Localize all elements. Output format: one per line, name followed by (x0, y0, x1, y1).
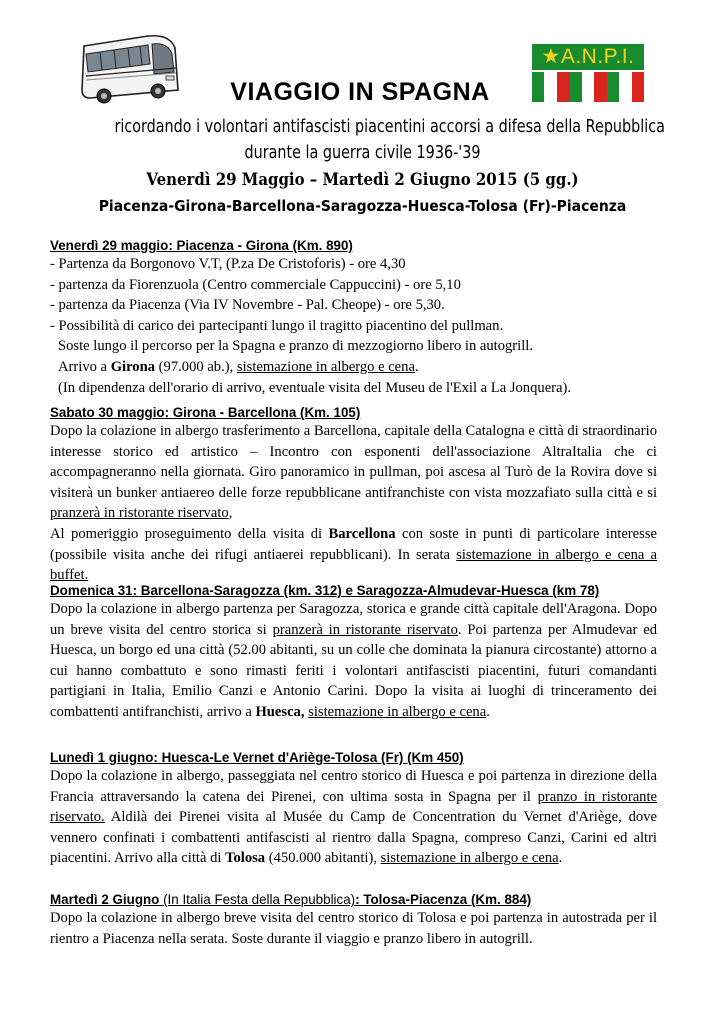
day-5-heading: Martedì 2 Giugno (In Italia Festa della Repubblica): Tolosa-Piacenza (Km. 884) (50, 892, 532, 907)
day-2-heading: Sabato 30 maggio: Girona - Barcellona (Km. 105) (50, 405, 361, 420)
subtitle: ricordando i volontari antifascisti piacentini accorsi a difesa della Repubblica durante la guerra civile 1936-'39 (114, 117, 665, 163)
day-2-section (50, 404, 657, 586)
star-icon: ★ (541, 45, 561, 68)
trip-dates: Venerdì 29 Maggio – Martedì 2 Giugno 2015 (5 gg.) (146, 170, 579, 190)
page-title: VIAGGIO IN SPAGNA (230, 78, 490, 106)
bus-illustration (78, 32, 182, 106)
day-1-section (50, 237, 657, 398)
day-1-body: - Partenza da Borgonovo V.T, (P.za De Cristoforis) - ore 4,30 - partenza da Fiorenzuola (Centro commerciale Cappuccini) - ore 5,10 - partenza da Piacenza (Via IV Novembre - Pal. Cheope) - ore 5,30. - Possibilità di carico dei partecipanti lungo il tragitto piacentino del pullman. Soste lungo il percorso per la Spagna e pranzo di mezzogiorno libero in autogrill. Arrivo a Girona (97.000 ab.), sistemazione in albergo e cena. (In dipendenza dell'orario di arrivo, eventuale visita del Museu de l'Exil a La Jonquera). (50, 256, 572, 396)
day-5-section (50, 891, 657, 949)
day-2-body: Dopo la colazione in albergo trasferimento a Barcellona, capitale della Catalogna e città di straordinario interesse storico ed artistico – Incontro con esponenti dell'associazione AltraItalia che ci accompagneranno nella giornata. Giro panoramico in pullman, poi ascesa al Turò de la Rovira dove si visiterà un bunker antiaereo delle forze repubblicane antifranchiste con vista mozzafiato sulla città e si pranzerà in ristorante riservato, Al pomeriggio proseguimento della visita di Barcellona con soste in punti di particolare interesse (possibile visita anche dei rifugi antiaerei repubblicani). In serata sistemazione in albergo e cena a buffet. (50, 423, 658, 584)
trip-route: Piacenza-Girona-Barcellona-Saragozza-Huesca-Tolosa (Fr)-Piacenza (98, 197, 627, 215)
anpi-logo (532, 44, 644, 102)
day-3-body: Dopo la colazione in albergo partenza per Saragozza, storica e grande città capitale dell'Aragona. Dopo un breve visita del centro storica si pranzerà in ristorante riservato. Poi partenza per Almudevar ed Huesca, un borgo ed una città (52.00 abitanti, su un colle che dominata la pianura circostante) attorno a cui hanno combattuto e sono rimasti feriti i volontari antifascisti piacentini, futuri comandanti partigiani in Italia, Emilio Canzi e Antonio Carini. Dopo la visita ai luoghi di trinceramento dei combattenti antifranchisti, arrivo a Huesca, sistemazione in albergo e cena. (50, 601, 657, 720)
day-4-section (50, 749, 657, 869)
anpi-logo-text: ★A.N.P.I. (532, 44, 644, 70)
day-3-heading: Domenica 31: Barcellona-Saragozza (km. 312) e Saragozza-Almudevar-Huesca (km 78) (50, 583, 600, 598)
day-5-body: Dopo la colazione in albergo breve visita del centro storico di Tolosa e poi partenza in autostrada per il rientro a Piacenza nella serata. Soste durante il viaggio e pranzo libero in autogrill. (50, 910, 657, 947)
day-4-body: Dopo la colazione in albergo, passeggiata nel centro storico di Huesca e poi partenza in direzione della Francia attraversando la catena dei Pirenei, con ultima sosta in Spagna per il pranzo in ristorante riservato. Aldilà dei Pirenei visita al Musée du Camp de Concentration du Vernet d'Ariège, dove vennero confinati i combattenti antifascisti al rientro dalla Spagna, compreso Canzi, Carini ed altri piacentini. Arrivo alla città di Tolosa (450.000 abitanti), sistemazione in albergo e cena. (50, 768, 657, 867)
italian-flag (532, 72, 644, 102)
day-1-heading: Venerdì 29 maggio: Piacenza - Girona (Km. 890) (50, 238, 353, 253)
day-3-section (50, 582, 657, 723)
day-4-heading: Lunedì 1 giugno: Huesca-Le Vernet d'Ariège-Tolosa (Fr) (Km 450) (50, 750, 464, 765)
